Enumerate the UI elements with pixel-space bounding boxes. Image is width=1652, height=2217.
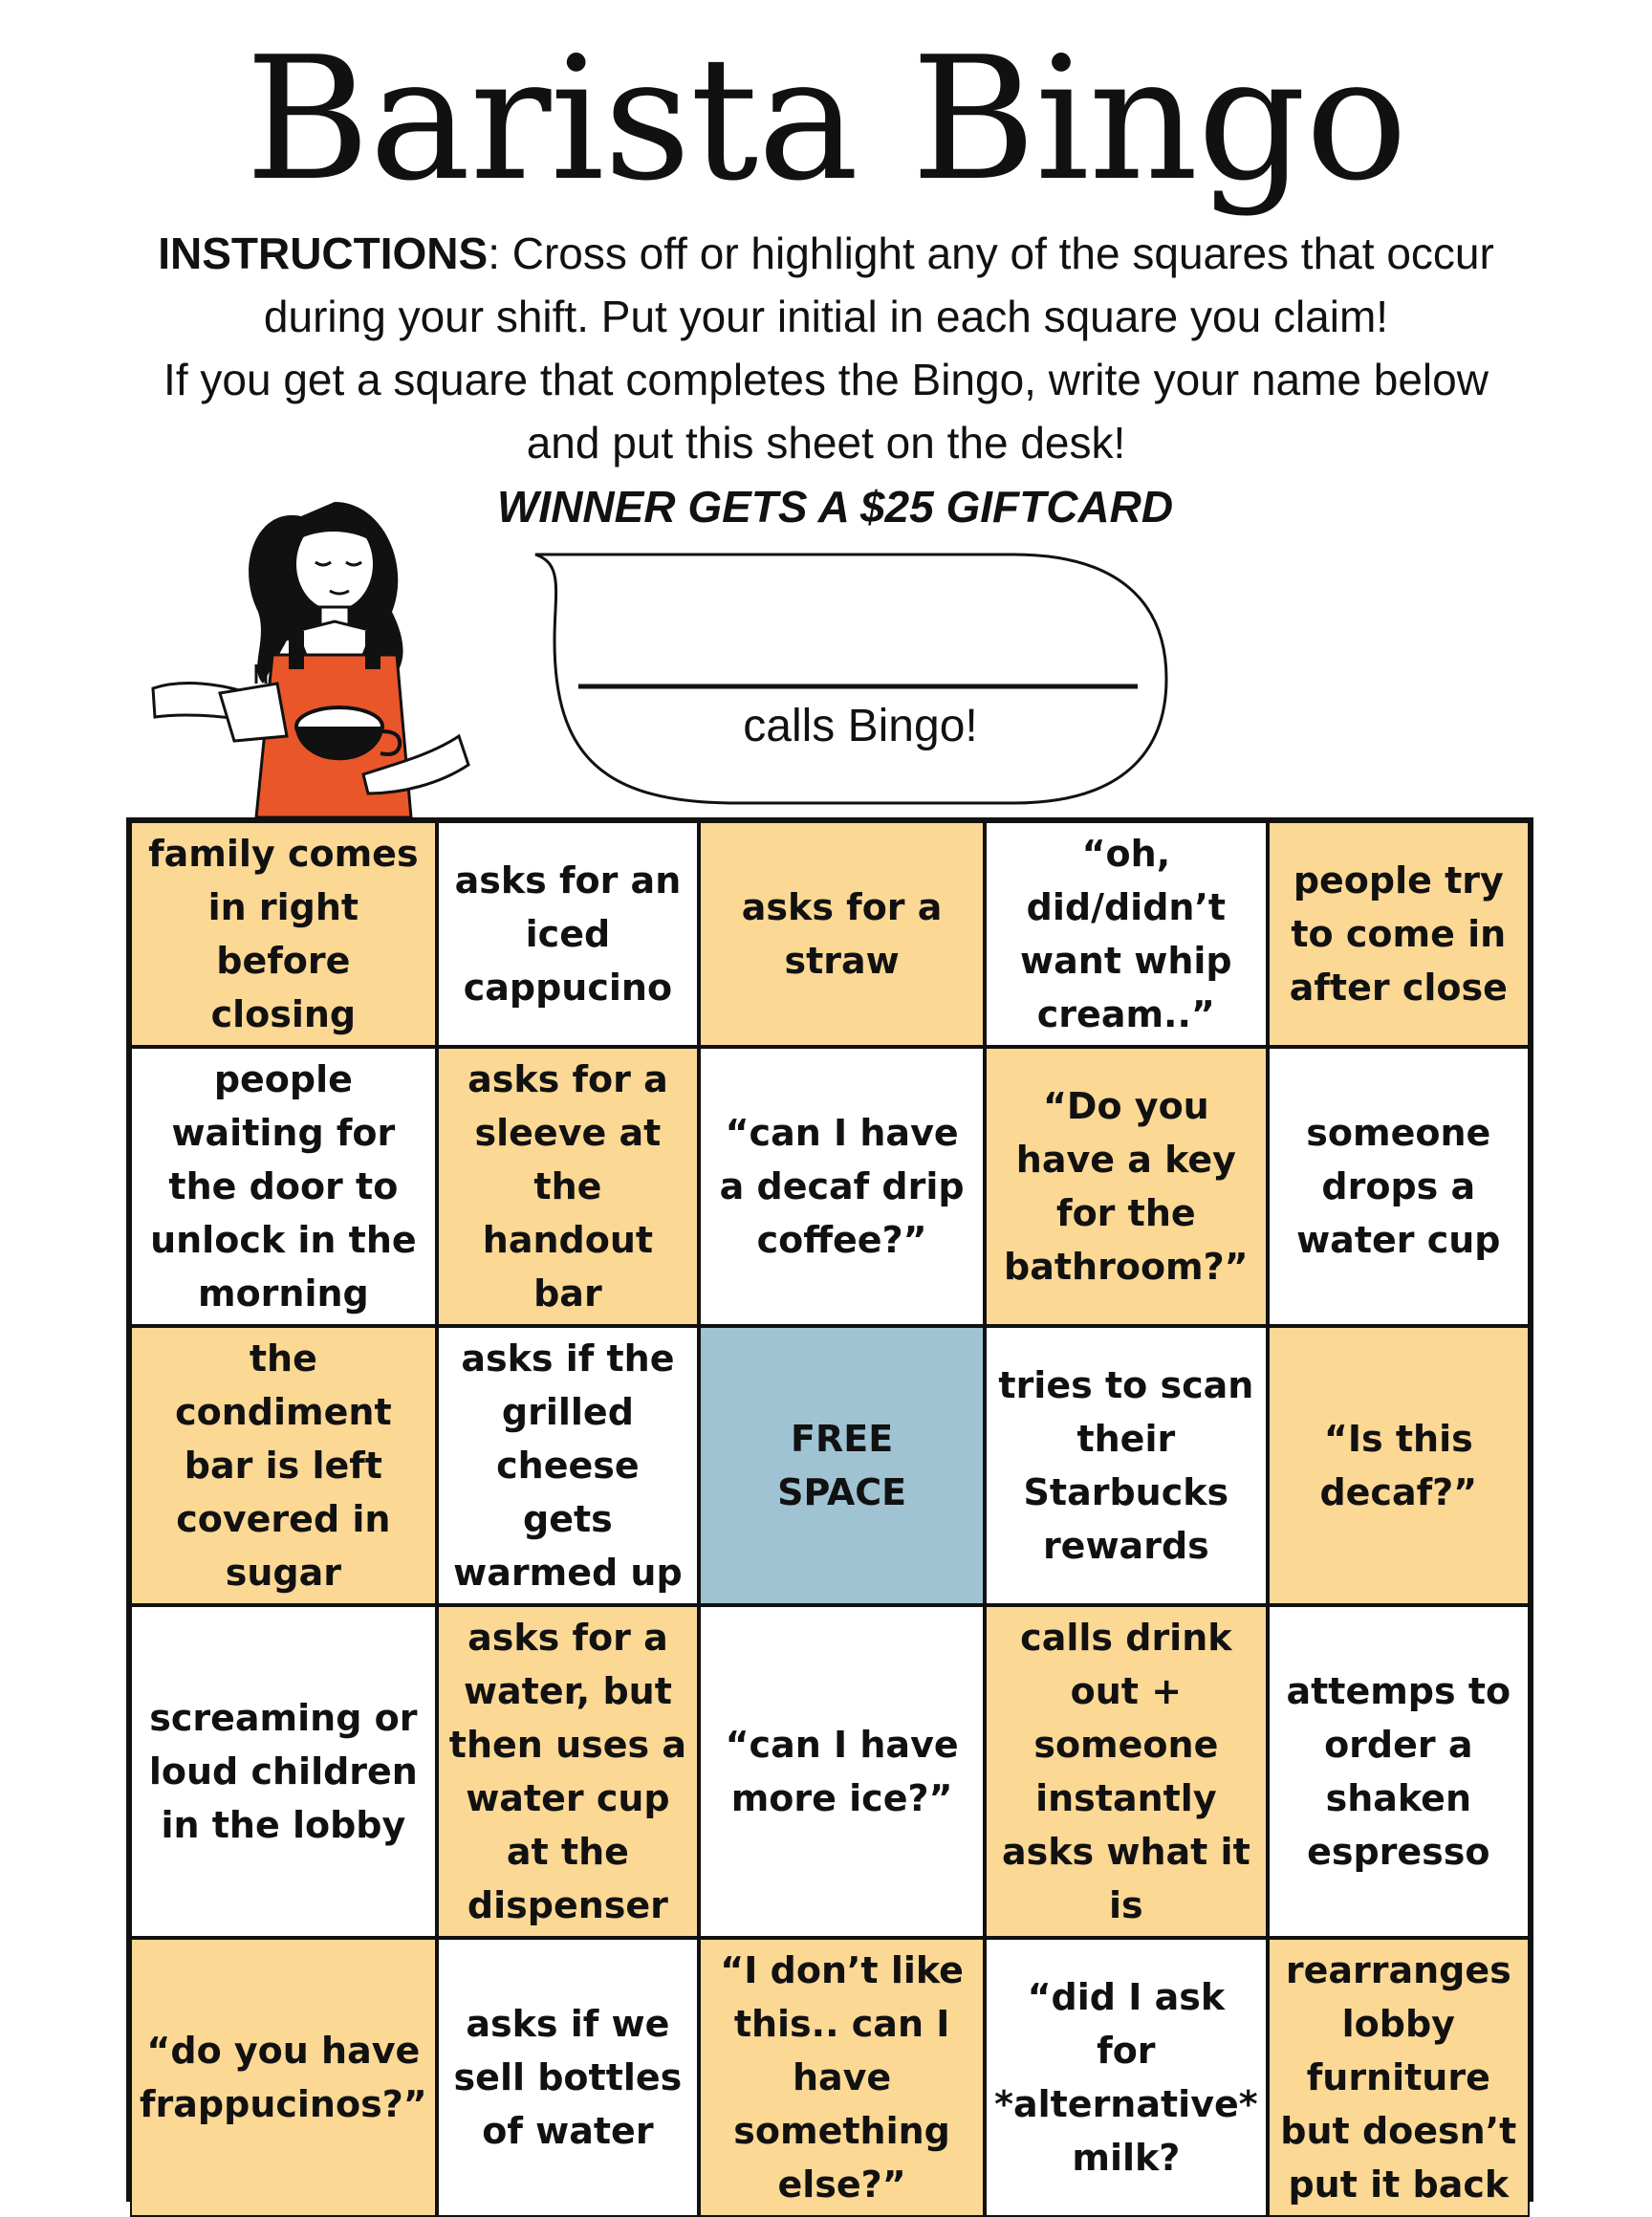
bingo-square[interactable]: people try to come in after close bbox=[1268, 821, 1530, 1047]
free-space-square[interactable]: FREE SPACE bbox=[699, 1326, 985, 1605]
bingo-square[interactable]: asks for an iced cappucino bbox=[437, 821, 699, 1047]
instructions-label: INSTRUCTIONS bbox=[158, 228, 489, 278]
instructions-line-1-text: : Cross off or highlight any of the squares that occur bbox=[488, 228, 1494, 278]
instructions-line-2: during your shift. Put your initial in each square you claim! bbox=[263, 292, 1389, 341]
bingo-square[interactable]: “oh, did/didn’t want whip cream..” bbox=[985, 821, 1268, 1047]
bingo-square[interactable]: “did I ask for *alternative* milk? bbox=[985, 1938, 1268, 2217]
bingo-square[interactable]: asks for a water, but then uses a water cup at the dispenser bbox=[437, 1605, 699, 1938]
bingo-square[interactable]: people waiting for the door to unlock in the morning bbox=[130, 1047, 437, 1326]
bingo-square[interactable]: “do you have frappucinos?” bbox=[130, 1938, 437, 2217]
bingo-square[interactable]: attemps to order a shaken espresso bbox=[1268, 1605, 1530, 1938]
bingo-square[interactable]: calls drink out + someone instantly asks what it is bbox=[985, 1605, 1268, 1938]
bingo-square[interactable]: asks if we sell bottles of water bbox=[437, 1938, 699, 2217]
bingo-square[interactable]: family comes in right before closing bbox=[130, 821, 437, 1047]
calls-bingo-text: calls Bingo! bbox=[743, 701, 978, 751]
bingo-square[interactable]: tries to scan their Starbucks rewards bbox=[985, 1326, 1268, 1605]
instructions-line-4: and put this sheet on the desk! bbox=[526, 418, 1126, 467]
bingo-square[interactable]: someone drops a water cup bbox=[1268, 1047, 1530, 1326]
speech-bubble bbox=[497, 535, 1185, 822]
bingo-square[interactable]: “can I have a decaf drip coffee?” bbox=[699, 1047, 985, 1326]
bingo-square[interactable]: “I don’t like this.. can I have something else?” bbox=[699, 1938, 985, 2217]
bingo-square[interactable]: “can I have more ice?” bbox=[699, 1605, 985, 1938]
winner-text: WINNER GETS A $25 GIFTCARD bbox=[497, 482, 1174, 532]
page-title: Barista Bingo bbox=[245, 20, 1407, 218]
bingo-square[interactable]: “Is this decaf?” bbox=[1268, 1326, 1530, 1605]
bingo-square[interactable]: asks for a straw bbox=[699, 821, 985, 1047]
instructions-line-1 bbox=[67, 222, 1585, 285]
bingo-square[interactable]: asks for a sleeve at the handout bar bbox=[437, 1047, 699, 1326]
barista-illustration bbox=[143, 449, 507, 822]
bingo-square[interactable]: “Do you have a key for the bathroom?” bbox=[985, 1047, 1268, 1326]
bingo-square[interactable]: the condiment bar is left covered in sugar bbox=[130, 1326, 437, 1605]
bingo-square[interactable]: screaming or loud children in the lobby bbox=[130, 1605, 437, 1938]
bingo-square[interactable]: rearranges lobby furniture but doesn’t put it back bbox=[1268, 1938, 1530, 2217]
bingo-grid bbox=[126, 817, 1533, 2206]
instructions-line-3: If you get a square that completes the Bingo, write your name below bbox=[163, 355, 1489, 404]
bingo-square[interactable]: asks if the grilled cheese gets warmed up bbox=[437, 1326, 699, 1605]
